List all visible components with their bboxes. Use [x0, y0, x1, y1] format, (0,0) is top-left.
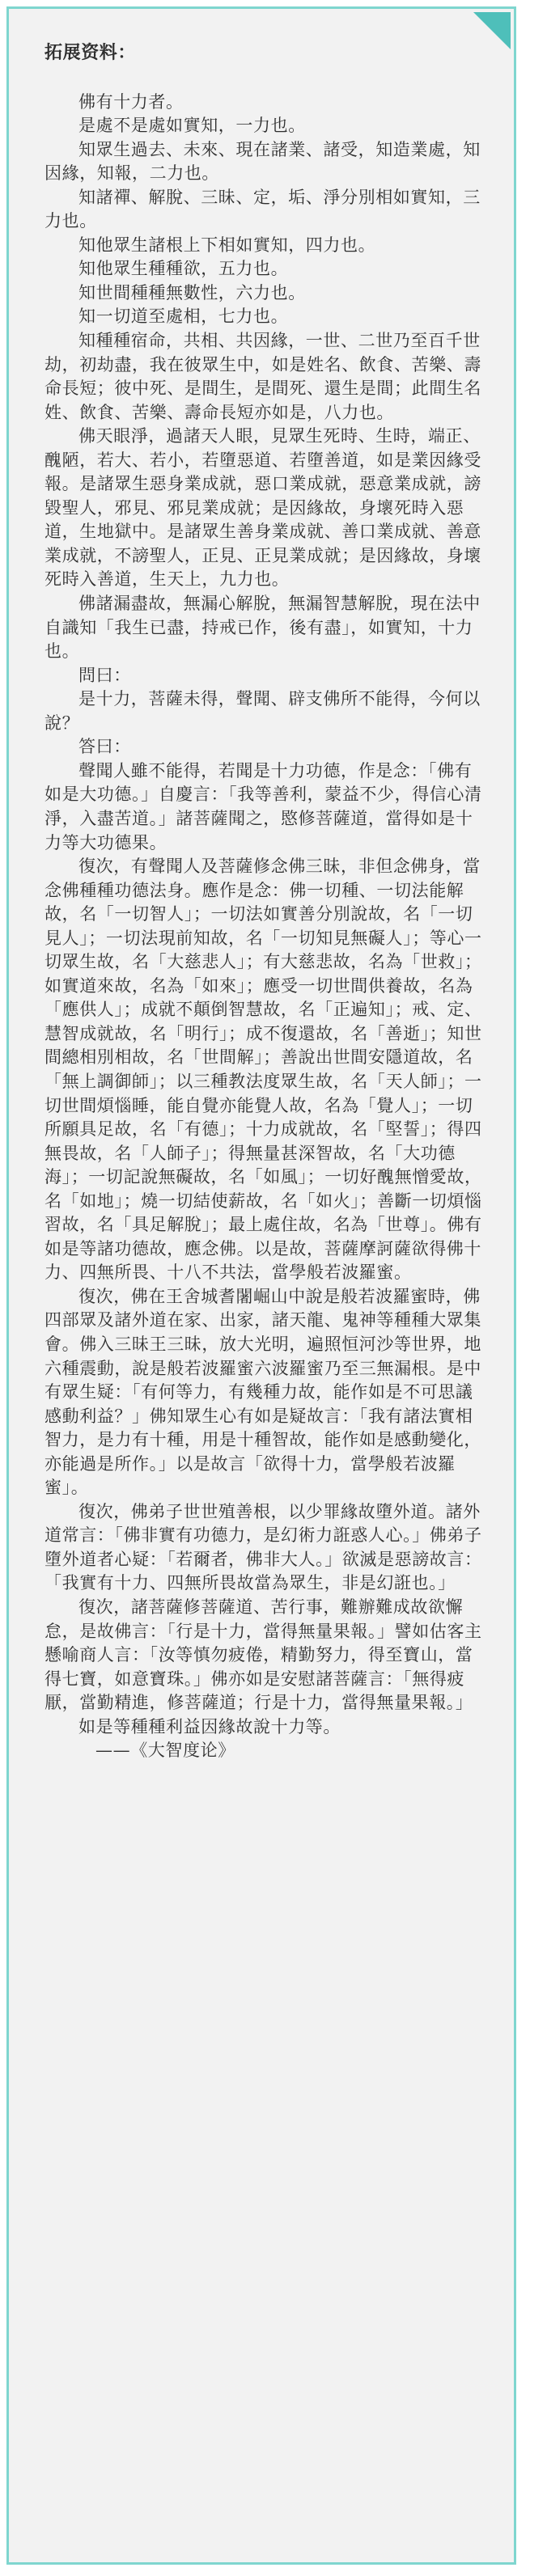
paragraph: 復次，有聲聞人及菩薩修念佛三昧，非但念佛身，當念佛種種功德法身。應作是念：佛一切種、一切法能解故，名「一切智人」；一切法如實善分別說故，名「一切見人」；一切法現前知故，名「一切知見無礙人」；等心一切眾生故，名「大慈悲人」；有大慈悲故，名為「世救」；如實道來故，名為「如來」；應受一切世間供養故，名為「應供人」；成就不顛倒智慧故，名「正遍知」；戒、定、慧智成就故，名「明行」；成不復還故，名「善逝」；知世間總相別相故，名「世間解」；善說出世間安隱道故，名「無上調御師」；以三種教法度眾生故，名「天人師」；一切世間煩惱睡，能自覺亦能覺人故，名為「覺人」；一切所願具足故，名「有德」；十力成就故，名「堅誓」；得四無畏故，名「人師子」；得無量甚深智故，名「大功德海」；一切記說無礙故，名「如風」；一切好醜無憎愛故，名「如地」；燒一切結使薪故，名「如火」；善斷一切煩惱習故，名「具足解脫」；最上處住故，名為「世尊」。佛有如是等諸功德故，應念佛。以是故，菩薩摩訶薩欲得佛十力、四無所畏、十八不共法，當學般若波羅蜜。	[45, 857, 482, 1283]
paragraph: 佛有十力者。	[78, 91, 184, 112]
content-card	[6, 6, 516, 2565]
paragraph: 復次，佛在王舍城耆闍崛山中說是般若波羅蜜時，佛四部眾及諸外道在家、出家，諸天龍、鬼神等種種大眾集會。佛入三昧王三昧，放大光明，遍照恒河沙等世界，地六種震動，說是般若波羅蜜六波羅蜜乃至三無漏根。是中有眾生疑：「有何等力，有幾種力故，能作如是不可思議感動利益？」佛知眾生心有如是疑故言：「我有諸法實相智力，是力有十種，用是十種智故，能作如是感動變化，亦能過是所作。」以是故言「欲得十力，當學般若波羅蜜」。	[45, 1286, 481, 1498]
paragraph: 聲聞人雖不能得，若聞是十力功德，作是念：「佛有如是大功德。」自慶言：「我等善利，蒙益不少，得信心清淨，入盡苦道。」諸菩薩聞之，愍修菩薩道，當得如是十力等大功德果。	[45, 760, 482, 852]
paragraph: 知諸禪、解脫、三昧、定，垢、淨分別相如實知，三力也。	[45, 187, 481, 231]
paragraph: 知眾生過去、未來、現在諸業、諸受，知造業處，知因緣，知報，二力也。	[45, 139, 481, 184]
paragraph: 知種種宿命，共相、共因緣，一世、二世乃至百千世劫，初劫盡，我在彼眾生中，如是姓名、飲食、苦樂、壽命長短；彼中死、是間生，是間死、還生是間；此間生名姓、飲食、苦樂、壽命長短亦如是，八力也。	[45, 331, 481, 422]
section-title: 拓展资料：	[45, 42, 137, 63]
answer-label: 答曰：	[78, 737, 131, 757]
paragraph: 是十力，菩薩未得，聲聞、辟支佛所不能得，今何以說？	[45, 689, 481, 733]
source-citation: ——《大智度论》	[95, 1741, 235, 1761]
paragraph: 復次，諸菩薩修菩薩道、苦行事，難辦難成故欲懈怠，是故佛言：「行是十力，當得無量果報。」譬如估客主懸喻商人言：「汝等慎勿疲倦，精勤努力，得至寶山，當得七寶，如意寶珠。」佛亦如是安慰諸菩薩言：「無得疲厭，當勤精進，修菩薩道；行是十力，當得無量果報。」	[45, 1597, 482, 1713]
paragraph: 是處不是處如實知，一力也。	[78, 116, 306, 136]
paragraph: 知他眾生諸根上下相如實知，四力也。	[78, 235, 376, 255]
paragraph: 佛諸漏盡故，無漏心解脫，無漏智慧解脫，現在法中自識知「我生已盡，持戒已作，後有盡」，如實知，十力也。	[45, 594, 481, 662]
closing-line: 如是等種種利益因緣故說十力等。	[78, 1716, 341, 1736]
article-body	[45, 41, 488, 1763]
paragraph: 復次，佛弟子世世殖善根，以少罪緣故墮外道。諸外道常言：「佛非實有功德力，是幻術力誑惑人心。」佛弟子墮外道者心疑：「若爾者，佛非大人。」欲滅是惡謗故言：「我實有十力、四無所畏故當為眾生，非是幻誑也。」	[45, 1501, 482, 1593]
paragraph: 知世間種種無數性，六力也。	[78, 282, 306, 302]
question-label: 問曰：	[78, 665, 131, 685]
paragraph: 知他眾生種種欲，五力也。	[78, 259, 289, 279]
paragraph: 知一切道至處相，七力也。	[78, 307, 289, 327]
paragraph: 佛天眼淨，過諸天人眼，見眾生死時、生時，端正、醜陋，若大、若小，若墮惡道、若墮善道，如是業因緣受報。是諸眾生惡身業成就，惡口業成就，惡意業成就，謗毀聖人，邪見、邪見業成就；是因緣故，身壞死時入惡道，生地獄中。是諸眾生善身業成就、善口業成就、善意業成就，不謗聖人，正見、正見業成就；是因緣故，身壞死時入善道，生天上，九力也。	[45, 426, 481, 590]
